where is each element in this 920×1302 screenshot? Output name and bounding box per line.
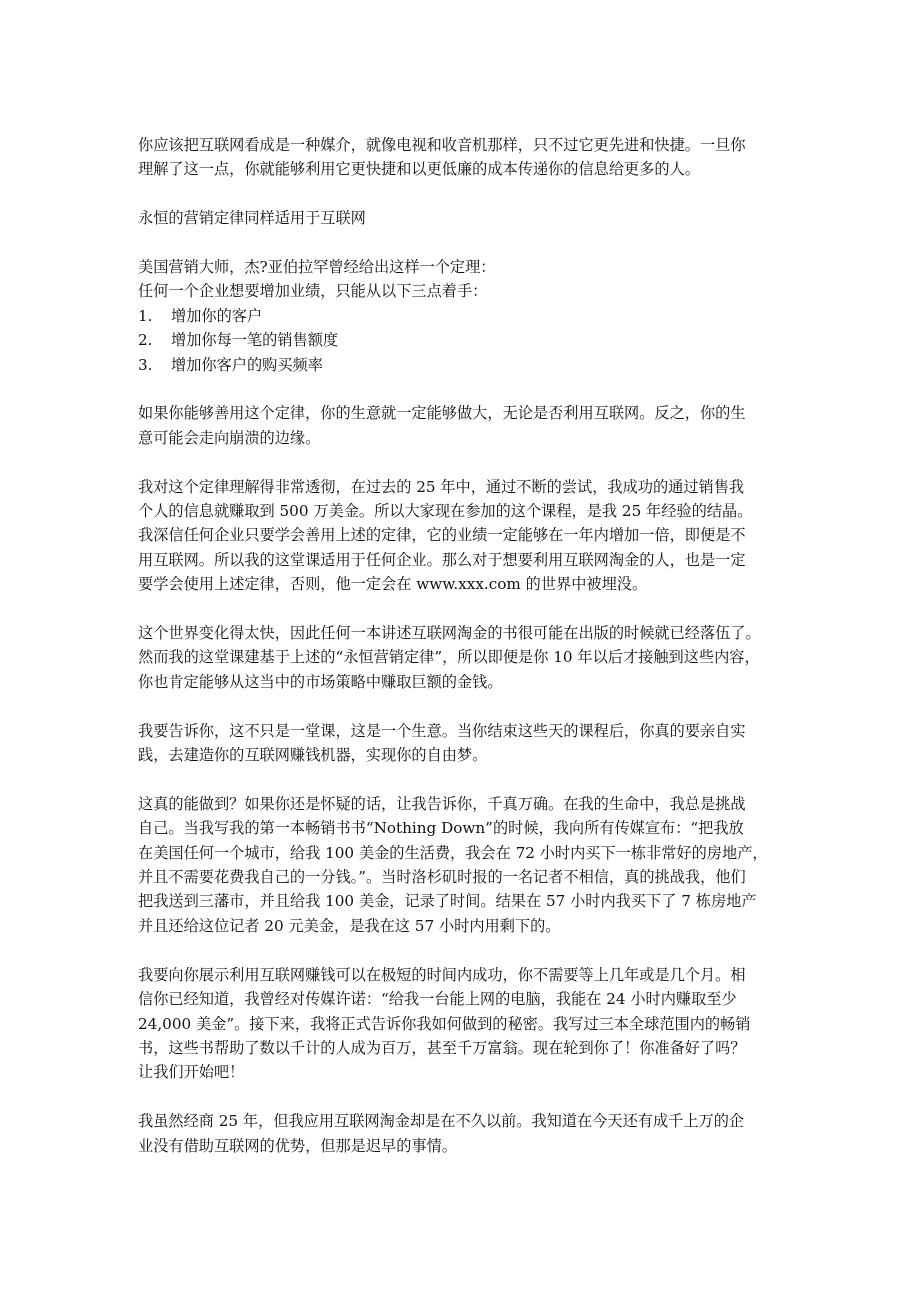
text-line: 任何一个企业想要增加业绩，只能从以下三点着手：: [138, 282, 488, 301]
list-item: [138, 353, 790, 377]
text-line: 然而我的这堂课建基于上述的“永恒营销定律”，所以即便是你 10 年以后才接触到这些内容，: [138, 648, 760, 667]
text-line: 永恒的营销定律同样适用于互联网: [138, 209, 366, 228]
text-line: 书，这些书帮助了数以千计的人成为百万，甚至千万富翁。现在轮到你了！你准备好了吗？: [138, 1038, 746, 1057]
text-line: 让我们开始吧！: [138, 1063, 245, 1082]
text-line: 用互联网。所以我的这堂课适用于任何企业。那么对于想要利用互联网淘金的人，也是一定: [138, 550, 746, 569]
text-line: 我要告诉你，这不只是一堂课，这是一个生意。当你结束这些天的课程后，你真的要亲自实: [138, 721, 746, 740]
text-line: 我深信任何企业只要学会善用上述的定律，它的业绩一定能够在一年内增加一倍，即便是不: [138, 526, 746, 545]
text-line: 并且不需要花费我自己的一分钱。”。当时洛杉矶时报的一名记者不相信，真的挑战我，他们: [138, 868, 746, 887]
text-line: 在美国任何一个城市，给我 100 美金的生活费，我会在 72 小时内买下一栋非常好的房地产，: [138, 843, 768, 862]
text-line: 把我送到三藩市，并且给我 100 美金，记录了时间。结果在 57 小时内我买下了 7 栋房地产: [138, 892, 757, 911]
text-line: 如果你能够善用这个定律，你的生意就一定能够做大，无论是否利用互联网。反之，你的生: [138, 404, 746, 423]
text-line: 并且还给这位记者 20 元美金，是我在这 57 小时内用剩下的。: [138, 916, 561, 935]
text-line: 我虽然经商 25 年，但我应用互联网淘金却是在不久以前。我知道在今天还有成千上万的企: [138, 1112, 745, 1131]
list-number: 1.: [138, 306, 153, 325]
paragraph: [138, 621, 790, 694]
text-line: 你也肯定能够从这当中的市场策略中赚取巨额的金钱。: [138, 672, 503, 691]
list-text: 增加你每一笔的销售额度: [171, 331, 339, 350]
paragraph: [138, 255, 790, 377]
text-line: 理解了这一点，你就能够利用它更快捷和以更低廉的成本传递你的信息给更多的人。: [138, 160, 700, 179]
paragraph: [138, 719, 790, 768]
text-line: 我要向你展示利用互联网赚钱可以在极短的时间内成功，你不需要等上几年或是几个月。相: [138, 965, 746, 984]
list-number: 3.: [138, 355, 153, 374]
text-line: 要学会使用上述定律，否则，他一定会在 www.xxx.com 的世界中被埋没。: [138, 575, 648, 594]
paragraph: [138, 792, 790, 938]
paragraph: [138, 475, 790, 597]
paragraph: [138, 206, 790, 230]
text-line: 个人的信息就赚取到 500 万美金。所以大家现在参加的这个课程，是我 25 年经验的结晶。: [138, 502, 753, 521]
text-line: 这个世界变化得太快，因此任何一本讲述互联网淘金的书很可能在出版的时候就已经落伍了。: [138, 624, 761, 643]
text-line: 业没有借助互联网的优势，但那是迟早的事情。: [138, 1136, 457, 1155]
text-line: 这真的能做到？如果你还是怀疑的话，让我告诉你，千真万确。在我的生命中，我总是挑战: [138, 794, 746, 813]
text-line: 意可能会走向崩溃的边缘。: [138, 428, 321, 447]
text-line: 践，去建造你的互联网赚钱机器，实现你的自由梦。: [138, 746, 488, 765]
paragraph: [138, 963, 790, 1085]
text-line: 美国营销大师，杰?亚伯拉罕曾经给出这样一个定理：: [138, 258, 496, 276]
text-line: 你应该把互联网看成是一种媒介，就像电视和收音机那样，只不过它更先进和快捷。一旦你: [138, 136, 746, 154]
text-line: 24,000 美金”。接下来，我将正式告诉你我如何做到的秘密。我写过三本全球范围内的畅销: [138, 1014, 751, 1033]
list-item: [138, 304, 790, 328]
text-line: 自己。当我写我的第一本畅销书书“Nothing Down”的时候，我向所有传媒宣布：“把我放: [138, 819, 744, 838]
paragraph: [138, 401, 790, 450]
list-number: 2.: [138, 331, 153, 350]
text-line: 我对这个定律理解得非常透彻，在过去的 25 年中，通过不断的尝试，我成功的通过销售我: [138, 477, 745, 496]
list-item: [138, 328, 790, 352]
list-text: 增加你的客户: [171, 306, 263, 325]
list-text: 增加你客户的购买频率: [171, 355, 323, 374]
paragraph: [138, 133, 790, 182]
document-body: [138, 133, 790, 1158]
paragraph: [138, 1109, 790, 1158]
text-line: 信你已经知道，我曾经对传媒许诺：“给我一台能上网的电脑，我能在 24 小时内赚取至少: [138, 990, 737, 1009]
